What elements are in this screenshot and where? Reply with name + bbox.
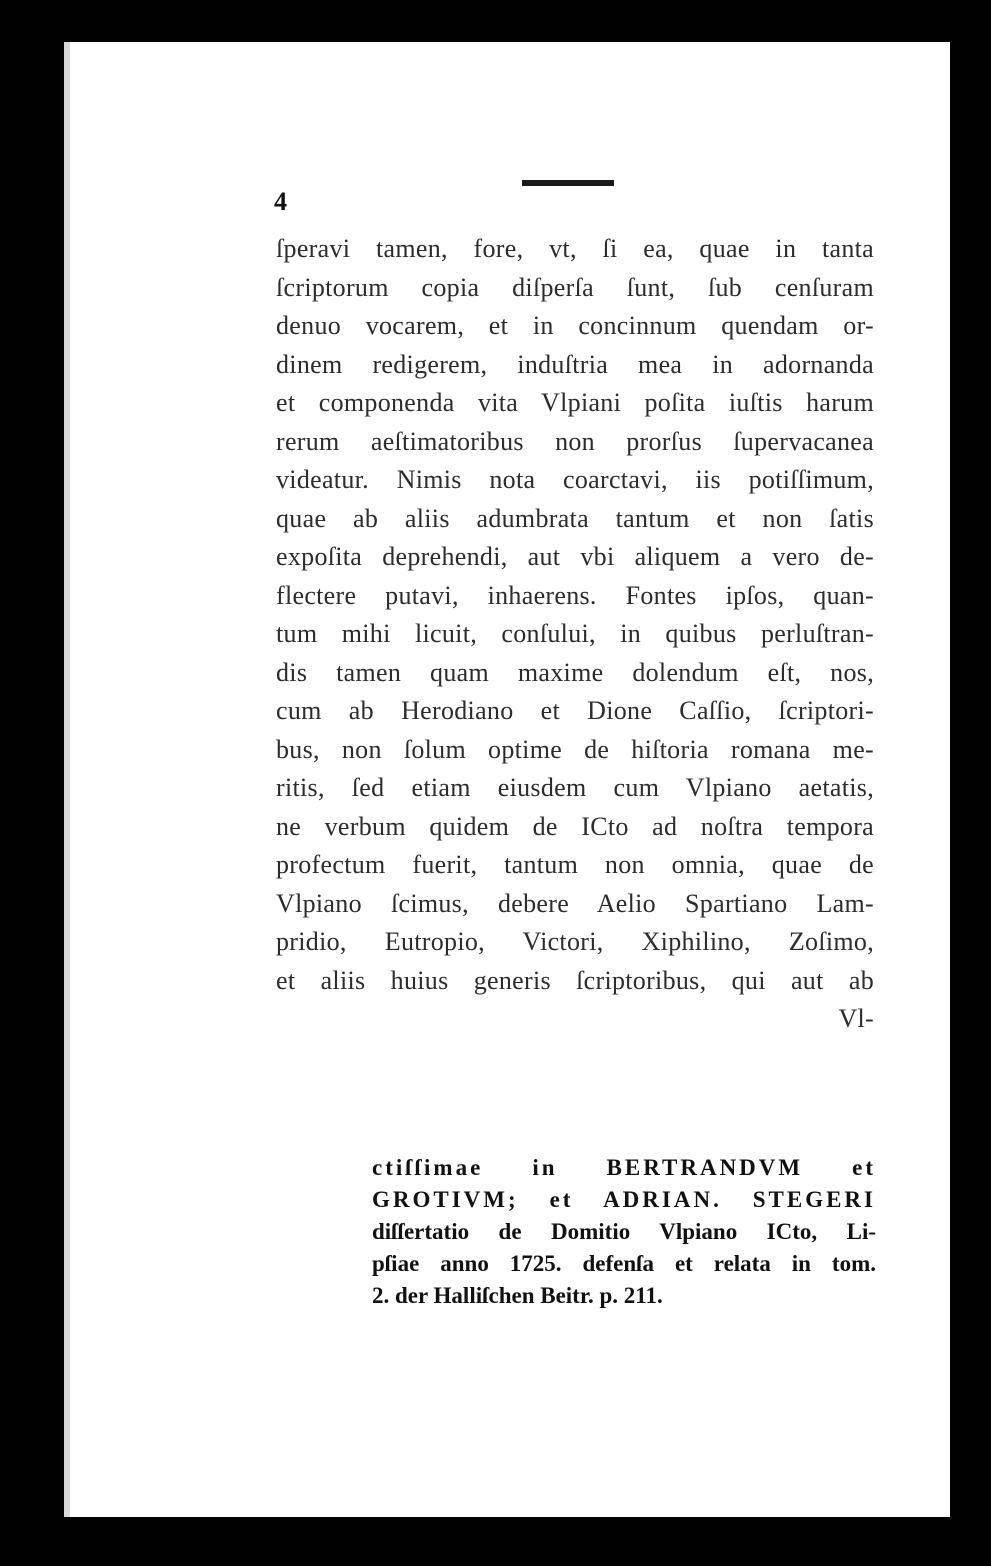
text-line: tum mihi licuit, conſului, in quibus perluſtran- [276,619,874,648]
header-rule [522,180,614,186]
footnote-line: GROTIVM; et ADRIAN. STEGERI [372,1187,876,1212]
text-line: expoſita deprehendi, aut vbi aliquem a vero de- [276,542,874,571]
text-line: ne verbum quidem de ICto ad noſtra tempora [276,811,874,841]
text-line: ſcriptorum copia diſperſa ſunt, ſub cenſuram [276,272,874,302]
footnote-line: pſiae anno 1725. defenſa et relata in tom. [372,1251,876,1276]
text-line: et componenda vita Vlpiani poſita iuſtis harum [276,388,874,417]
text-line: Vlpiano ſcimus, debere Aelio Spartiano Lam- [276,888,874,918]
catchword: Vl- [838,1004,874,1033]
text-line: dinem redigerem, induſtria mea in adornanda [276,349,874,379]
body-text [276,230,874,1039]
footnote-line: ctiſſimae in BERTRANDVM et [372,1155,876,1180]
text-line: rerum aeſtimatoribus non prorſus ſupervacanea [276,426,874,456]
text-line: quae ab aliis adumbrata tantum et non ſatis [276,503,874,533]
footnote-line: 2. der Halliſchen Beitr. p. 211. [372,1283,663,1308]
footnote [372,1152,876,1312]
text-line: cum ab Herodiano et Dione Caſſio, ſcriptori- [276,696,874,725]
book-page [64,42,950,1517]
text-line: ſperavi tamen, fore, vt, ſi ea, quae in tanta [276,234,874,263]
footnote-line: diſſertatio de Domitio Vlpiano ICto, Li- [372,1219,876,1244]
text-line: et aliis huius generis ſcriptoribus, qui aut ab [276,965,874,995]
text-line: profectum fuerit, tantum non omnia, quae de [276,850,874,879]
text-line: pridio, Eutropio, Victori, Xiphilino, Zoſimo, [276,927,874,956]
text-line: flectere putavi, inhaerens. Fontes ipſos, quan- [276,580,874,610]
text-line: bus, non ſolum optime de hiſtoria romana me- [276,734,874,764]
text-line: dis tamen quam maxime dolendum eſt, nos, [276,657,874,687]
page-number: 4 [274,187,287,216]
text-line: videatur. Nimis nota coarctavi, iis potiſſimum, [276,465,874,494]
text-line: ritis, ſed etiam eiusdem cum Vlpiano aetatis, [276,773,874,802]
text-line: denuo vocarem, et in concinnum quendam or- [276,311,874,340]
